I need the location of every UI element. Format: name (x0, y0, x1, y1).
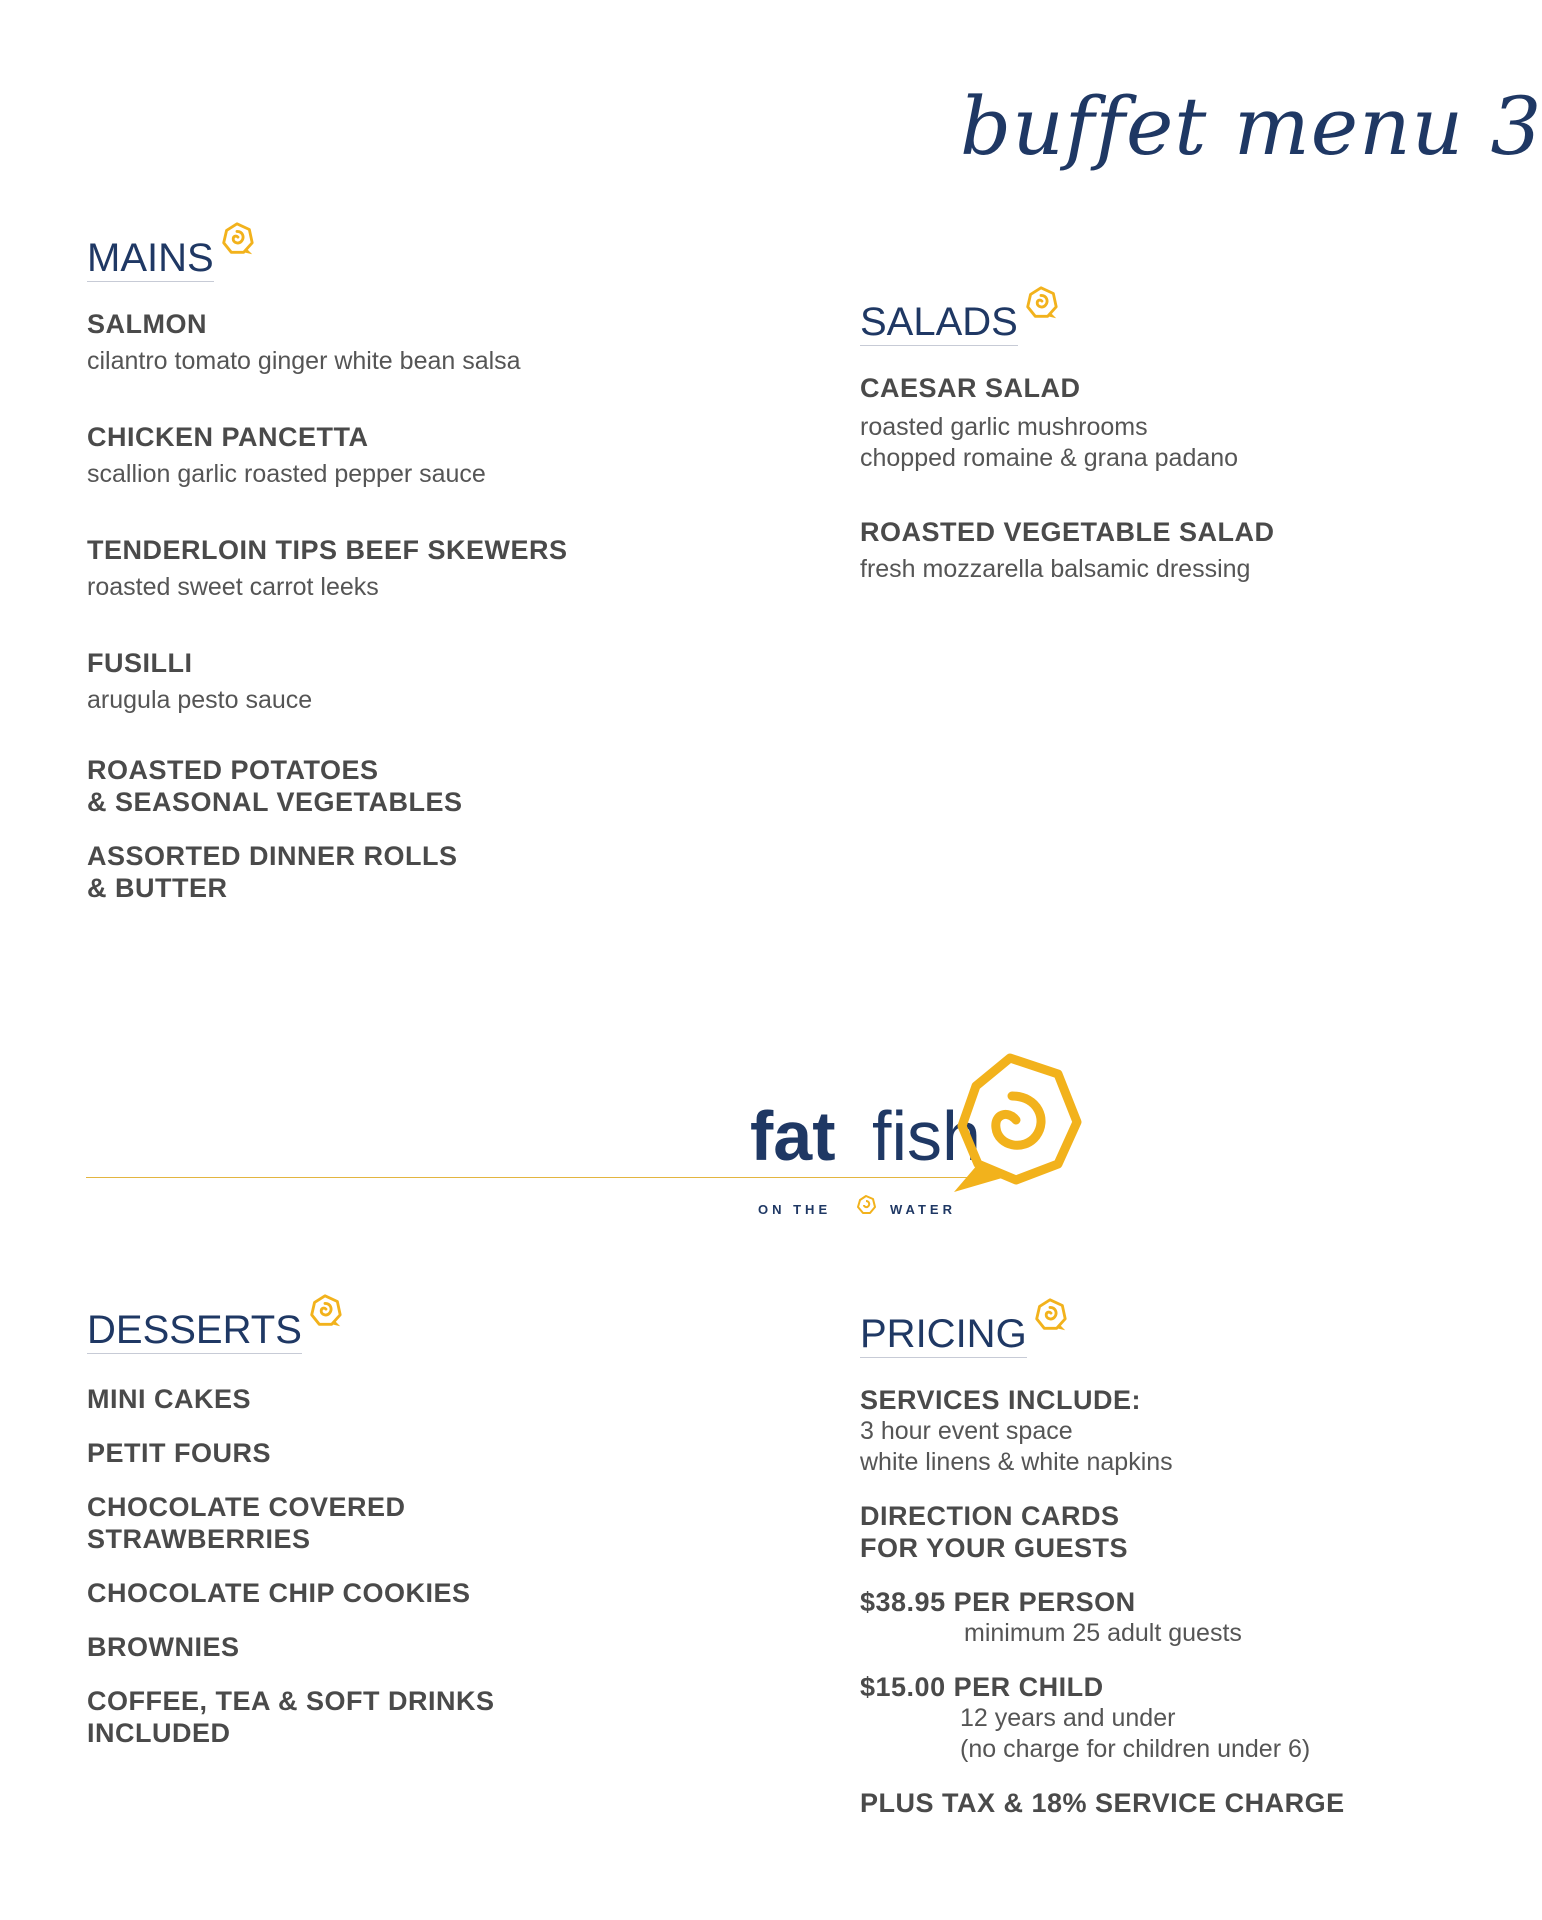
tax-note: PLUS TAX & 18% SERVICE CHARGE (860, 1788, 1345, 1818)
swirl-icon (218, 220, 256, 258)
cards-line2: FOR YOUR GUESTS (860, 1533, 1129, 1563)
salads-section (860, 302, 1018, 346)
pricing-section (860, 1314, 1027, 1358)
person-desc: minimum 25 adult guests (964, 1619, 1242, 1647)
pricing-heading (860, 1314, 1027, 1358)
mains-list (87, 308, 568, 904)
dessert-item: PETIT FOURS (87, 1438, 272, 1468)
caesar-name: CAESAR SALAD (860, 373, 1081, 403)
chicken-name: CHICKEN PANCETTA (87, 422, 369, 452)
potatoes-line2: & SEASONAL VEGETABLES (87, 787, 463, 817)
services-desc2: white linens & white napkins (860, 1448, 1173, 1476)
salads-heading-text: SALADS (860, 300, 1018, 344)
desserts-heading-text: DESSERTS (87, 1308, 302, 1352)
fusilli-desc: arugula pesto sauce (87, 686, 313, 714)
mains-heading-text: MAINS (87, 236, 214, 280)
dessert-item: CHOCOLATE COVERED (87, 1492, 406, 1522)
dessert-item: INCLUDED (87, 1718, 231, 1748)
desserts-heading (87, 1310, 302, 1354)
services-desc1: 3 hour event space (860, 1417, 1073, 1445)
swirl-icon (1031, 1296, 1069, 1334)
page-title: buffet menu 3 (960, 80, 1542, 173)
svg-text:fish: fish (872, 1097, 981, 1175)
svg-text:fat: fat (750, 1097, 836, 1175)
chicken-desc: scallion garlic roasted pepper sauce (87, 460, 486, 488)
rolls-line1: ASSORTED DINNER ROLLS (87, 841, 458, 871)
rolls-line2: & BUTTER (87, 873, 228, 903)
services-name: SERVICES INCLUDE: (860, 1385, 1142, 1415)
svg-text:WATER: WATER (890, 1202, 956, 1217)
desserts-list (87, 1383, 495, 1749)
beef-desc: roasted sweet carrot leeks (87, 573, 379, 601)
dessert-item: MINI CAKES (87, 1384, 252, 1414)
child-desc2: (no charge for children under 6) (960, 1735, 1311, 1763)
child-desc1: 12 years and under (960, 1704, 1176, 1732)
pricing-list (860, 1384, 1345, 1819)
dessert-item: COFFEE, TEA & SOFT DRINKS (87, 1686, 495, 1716)
tagline-swirl-icon (858, 1196, 875, 1213)
salmon-desc: cilantro tomato ginger white bean salsa (87, 347, 521, 375)
child-price: $15.00 PER CHILD (860, 1672, 1104, 1702)
desserts-section (87, 1310, 302, 1354)
caesar-desc2: chopped romaine & grana padano (860, 444, 1239, 472)
salmon-name: SALMON (87, 309, 207, 339)
fatfish-logo (740, 1040, 1100, 1220)
swirl-icon (306, 1292, 344, 1330)
fusilli-name: FUSILLI (87, 648, 193, 678)
svg-text:ON THE: ON THE (758, 1202, 832, 1217)
roasted-salad-name: ROASTED VEGETABLE SALAD (860, 517, 1275, 547)
salads-list (860, 372, 1275, 585)
mains-section (87, 238, 214, 282)
roasted-salad-desc: fresh mozzarella balsamic dressing (860, 555, 1251, 583)
potatoes-line1: ROASTED POTATOES (87, 755, 379, 785)
person-price: $38.95 PER PERSON (860, 1587, 1136, 1617)
dessert-item: BROWNIES (87, 1632, 240, 1662)
dessert-item: CHOCOLATE CHIP COOKIES (87, 1578, 471, 1608)
mains-heading (87, 238, 214, 282)
beef-name: TENDERLOIN TIPS BEEF SKEWERS (87, 535, 568, 565)
salads-heading (860, 302, 1018, 346)
swirl-icon (1022, 284, 1060, 322)
pricing-heading-text: PRICING (860, 1312, 1027, 1356)
dessert-item: STRAWBERRIES (87, 1524, 311, 1554)
cards-line1: DIRECTION CARDS (860, 1501, 1120, 1531)
caesar-desc1: roasted garlic mushrooms (860, 413, 1148, 441)
